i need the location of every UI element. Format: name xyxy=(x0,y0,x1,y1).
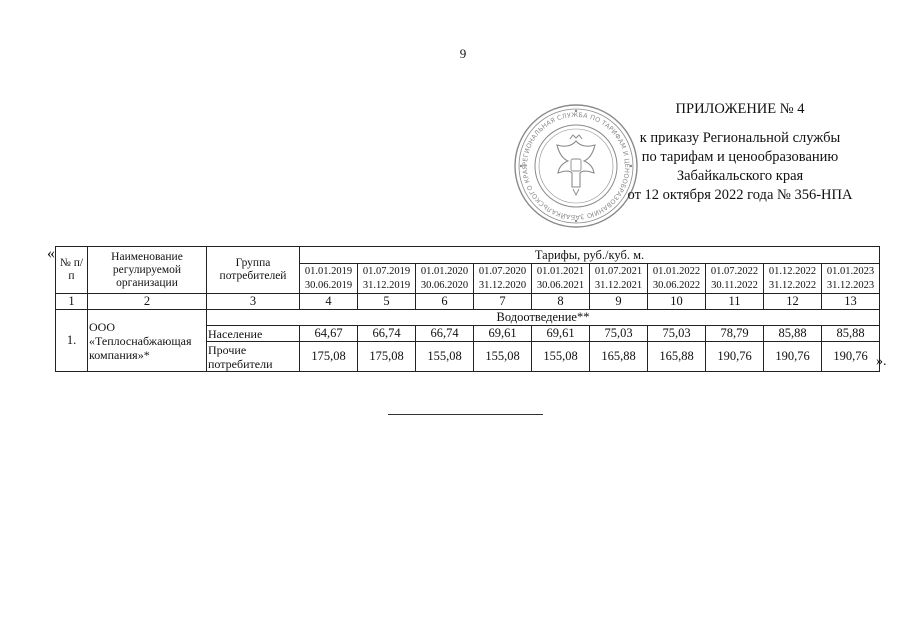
period-header: 01.07.2021 31.12.2021 xyxy=(590,264,648,294)
column-number: 7 xyxy=(474,294,532,310)
tariffs-table xyxy=(55,246,880,372)
column-number: 4 xyxy=(300,294,358,310)
tariff-value: 69,61 xyxy=(532,326,590,342)
row-number: 1. xyxy=(56,310,88,372)
tariff-value: 155,08 xyxy=(532,342,590,372)
period-header: 01.01.2021 30.06.2021 xyxy=(532,264,590,294)
header-line: к приказу Региональной службы xyxy=(639,130,841,146)
column-number: 3 xyxy=(207,294,300,310)
header-line: по тарифам и ценообразованию xyxy=(641,149,839,165)
column-number: 8 xyxy=(532,294,590,310)
consumer-group: Население xyxy=(207,326,300,342)
period-header: 01.07.2019 31.12.2019 xyxy=(358,264,416,294)
header-line: Забайкальского края xyxy=(676,168,804,184)
column-number: 6 xyxy=(416,294,474,310)
header-organization: Наименование регулируемой организации xyxy=(88,247,207,294)
tariff-value: 155,08 xyxy=(474,342,532,372)
header-tariffs: Тарифы, руб./куб. м. xyxy=(300,247,880,264)
tariff-value: 64,67 xyxy=(300,326,358,342)
tariff-value: 85,88 xyxy=(822,326,880,342)
tariff-value: 165,88 xyxy=(590,342,648,372)
period-header: 01.07.2020 31.12.2020 xyxy=(474,264,532,294)
column-number: 11 xyxy=(706,294,764,310)
tariff-value: 66,74 xyxy=(358,326,416,342)
header-line: от 12 октября 2022 года № 356-НПА xyxy=(627,187,853,203)
tariff-value: 190,76 xyxy=(706,342,764,372)
column-number: 13 xyxy=(822,294,880,310)
header-consumer-group: Группа потребителей xyxy=(207,247,300,294)
service-section: Водоотведение** xyxy=(207,310,880,326)
tariff-value: 75,03 xyxy=(590,326,648,342)
tariff-value: 75,03 xyxy=(648,326,706,342)
tariff-value: 175,08 xyxy=(358,342,416,372)
tariff-value: 165,88 xyxy=(648,342,706,372)
tariff-value: 155,08 xyxy=(416,342,474,372)
column-number: 5 xyxy=(358,294,416,310)
column-number: 1 xyxy=(56,294,88,310)
appendix-title: ПРИЛОЖЕНИЕ № 4 xyxy=(675,101,805,117)
consumer-group: Прочие потребители xyxy=(207,342,300,372)
tariff-value: 190,76 xyxy=(764,342,822,372)
period-header: 01.01.2020 30.06.2020 xyxy=(416,264,474,294)
period-header: 01.01.2022 30.06.2022 xyxy=(648,264,706,294)
document-header xyxy=(605,100,875,205)
period-header: 01.12.2022 31.12.2022 xyxy=(764,264,822,294)
tariff-value: 175,08 xyxy=(300,342,358,372)
column-number: 9 xyxy=(590,294,648,310)
tariff-value: 69,61 xyxy=(474,326,532,342)
period-header: 01.01.2019 30.06.2019 xyxy=(300,264,358,294)
page-number: 9 xyxy=(459,46,467,61)
period-header: 01.07.2022 30.11.2022 xyxy=(706,264,764,294)
tariff-value: 85,88 xyxy=(764,326,822,342)
column-number: 2 xyxy=(88,294,207,310)
seal-text: РЕГИОНАЛЬНАЯ СЛУЖБА ПО ТАРИФАМ И ЦЕНООБРАЗОВАНИЮ ЗАБАЙКАЛЬСКОГО КРАЯ xyxy=(520,110,632,222)
opening-quote: « xyxy=(47,245,55,262)
header-number: № п/п xyxy=(56,247,88,294)
period-header: 01.01.2023 31.12.2023 xyxy=(822,264,880,294)
tariff-value: 78,79 xyxy=(706,326,764,342)
tariff-value: 190,76 xyxy=(822,342,880,372)
organization-name: ООО «Теплоснабжающая компания»* xyxy=(88,310,207,372)
column-number: 12 xyxy=(764,294,822,310)
column-number: 10 xyxy=(648,294,706,310)
separator-line xyxy=(388,414,543,415)
tariff-value: 66,74 xyxy=(416,326,474,342)
closing-quote: ». xyxy=(876,354,887,369)
